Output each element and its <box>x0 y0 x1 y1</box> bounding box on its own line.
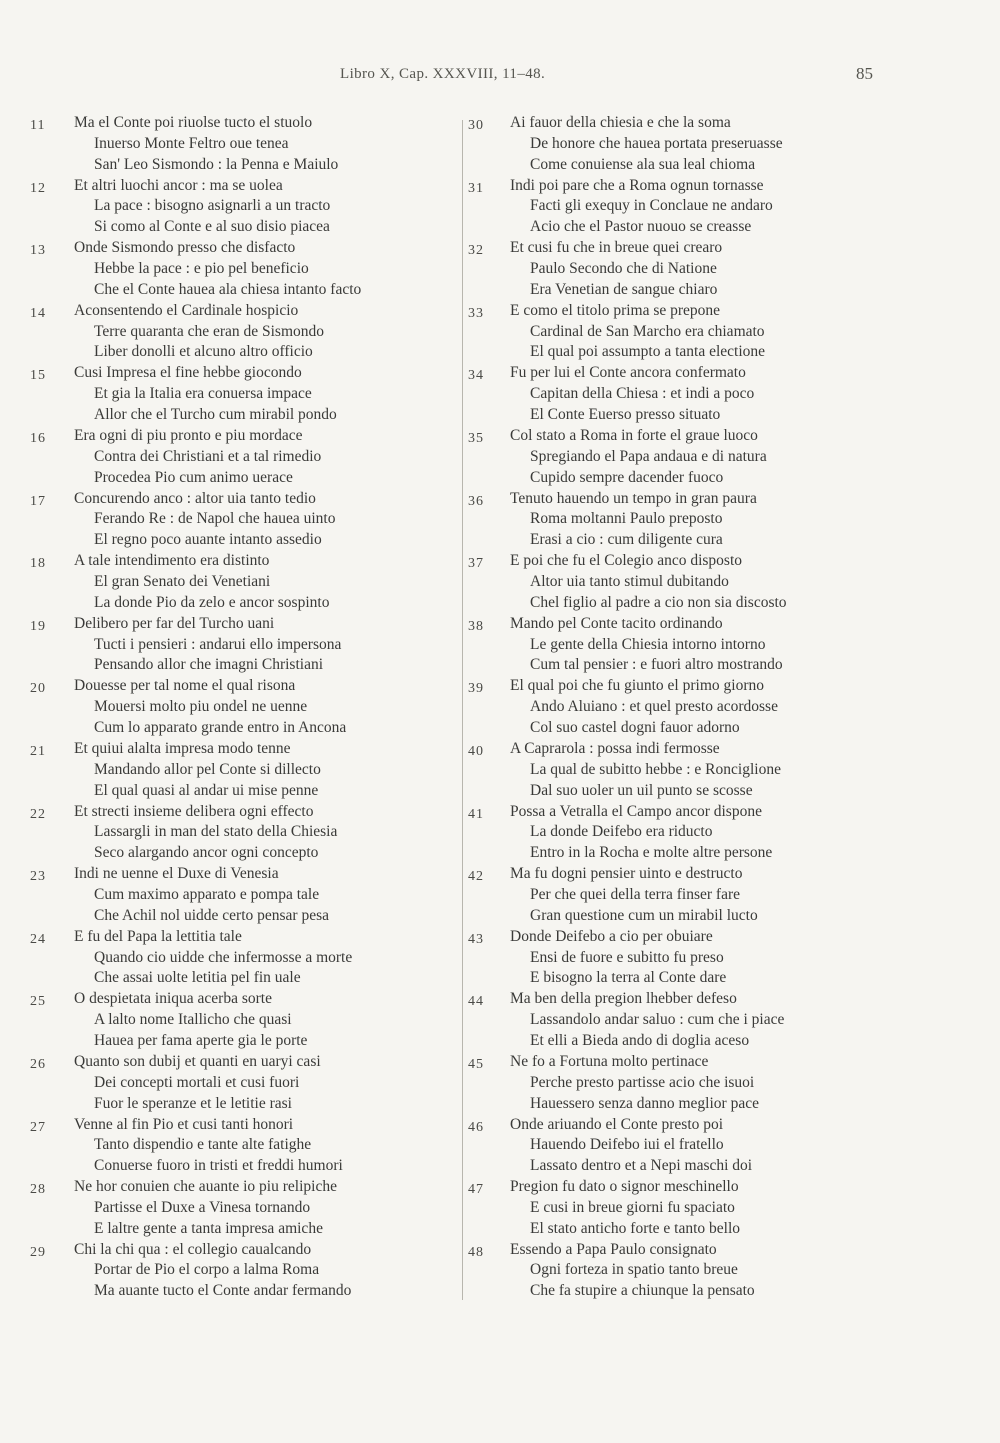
verse-line: De honore che hauea portata preseruasse <box>530 134 783 152</box>
verse-line: Et quiui alalta impresa modo tenne <box>74 739 291 757</box>
stanza-number: 18 <box>30 556 46 572</box>
stanza-lines <box>74 1177 337 1239</box>
stanza-number: 15 <box>30 368 46 384</box>
stanza <box>30 176 460 239</box>
verse-line: Concurendo anco : altor uia tanto tedio <box>74 489 316 507</box>
stanza-lines <box>510 739 781 801</box>
stanza-lines <box>74 489 335 551</box>
verse-line: Perche presto partisse acio che isuoi <box>530 1073 755 1091</box>
stanza-lines <box>74 551 329 613</box>
verse-line: Dal suo uoler un uil punto se scosse <box>530 781 753 799</box>
stanza-number: 33 <box>468 305 484 321</box>
stanza-number: 40 <box>468 743 484 759</box>
verse-line: La pace : bisogno asignarli a un tracto <box>94 197 331 215</box>
stanza <box>30 927 460 990</box>
verse-line: Partisse el Duxe a Vinesa tornando <box>94 1198 311 1216</box>
stanza-lines <box>74 927 352 989</box>
stanza <box>30 989 460 1052</box>
stanza <box>468 551 888 614</box>
verse-line: Per che quei della terra finser fare <box>530 885 740 903</box>
stanza-number: 13 <box>30 243 46 259</box>
stanza-lines <box>74 176 330 238</box>
stanza-number: 28 <box>30 1182 46 1198</box>
verse-line: Hauessero senza danno meglior pace <box>530 1094 759 1112</box>
verse-line: La donde Deifebo era riducto <box>530 823 713 841</box>
stanza <box>30 1115 460 1178</box>
verse-line: Che Achil nol uidde certo pensar pesa <box>94 906 330 924</box>
verse-line: Col suo castel dogni fauor adorno <box>530 718 740 736</box>
stanza <box>30 1177 460 1240</box>
verse-line: Roma moltanni Paulo preposto <box>530 510 723 528</box>
stanza-number: 48 <box>468 1244 484 1260</box>
verse-line: A tale intendimento era distinto <box>74 552 270 570</box>
verse-line: Erasi a cio : cum diligente cura <box>530 531 723 549</box>
stanza <box>30 614 460 677</box>
verse-line: Facti gli exequy in Conclaue ne andaro <box>530 197 773 215</box>
stanza-lines <box>74 363 337 425</box>
verse-line: E poi che fu el Colegio anco disposto <box>510 552 743 570</box>
stanza-number: 20 <box>30 681 46 697</box>
stanza-lines <box>74 989 307 1051</box>
stanza-number: 34 <box>468 368 484 384</box>
stanza-lines <box>74 614 341 676</box>
verse-line: El qual poi assumpto a tanta electione <box>530 343 766 361</box>
verse-line: Et elli a Bieda ando di doglia aceso <box>530 1031 750 1049</box>
stanza-lines <box>510 802 772 864</box>
verse-line: La qual de subitto hebbe : e Ronciglione <box>530 760 781 778</box>
verse-line: Aconsentendo el Cardinale hospicio <box>74 301 299 319</box>
stanza <box>30 1052 460 1115</box>
verse-line: Mouersi molto piu ondel ne uenne <box>94 698 308 716</box>
verse-line: Cardinal de San Marcho era chiamato <box>530 322 765 340</box>
stanza <box>468 927 888 990</box>
verse-line: Lassargli in man del stato della Chiesia <box>94 823 338 841</box>
stanza-number: 32 <box>468 243 484 259</box>
stanza-number: 39 <box>468 681 484 697</box>
verse-line: Ensi de fuore e subitto fu preso <box>530 948 724 966</box>
stanza-lines <box>510 614 783 676</box>
stanza-lines <box>74 676 346 738</box>
stanza <box>30 113 460 176</box>
verse-line: Quando cio uidde che infermosse a morte <box>94 948 353 966</box>
verse-line: Ma ben della pregion lhebber defeso <box>510 990 737 1008</box>
verse-line: Tanto dispendio e tante alte fatighe <box>94 1136 312 1154</box>
stanza <box>468 676 888 739</box>
stanza <box>468 1240 888 1303</box>
stanza-lines <box>74 739 321 801</box>
stanza-lines <box>510 989 784 1051</box>
stanza <box>468 301 888 364</box>
verse-line: Si como al Conte e al suo disio piacea <box>94 218 330 236</box>
verse-line: O despietata iniqua acerba sorte <box>74 990 272 1008</box>
verse-line: Spregiando el Papa andaua e di natura <box>530 447 767 465</box>
verse-line: Cum maximo apparato e pompa tale <box>94 885 320 903</box>
stanza <box>468 363 888 426</box>
verse-line: E laltre gente a tanta impresa amiche <box>94 1219 323 1237</box>
stanza-number: 21 <box>30 743 46 759</box>
verse-line: Come conuiense ala sua leal chioma <box>530 155 756 173</box>
verse-line: Quanto son dubij et quanti en uaryi casi <box>74 1052 321 1070</box>
right-column <box>468 113 888 1302</box>
verse-line: Ma fu dogni pensier uinto e destructo <box>510 865 743 883</box>
stanza-number: 37 <box>468 556 484 572</box>
stanza <box>468 176 888 239</box>
stanza-lines <box>74 113 338 175</box>
stanza-number: 44 <box>468 994 484 1010</box>
stanza-number: 43 <box>468 931 484 947</box>
stanza-lines <box>510 551 787 613</box>
stanza-number: 25 <box>30 994 46 1010</box>
verse-line: El qual quasi al andar ui mise penne <box>94 781 319 799</box>
page-number: 85 <box>856 64 873 83</box>
verse-line: Conuerse fuoro in tristi et freddi humori <box>94 1157 343 1175</box>
verse-line: Entro in la Rocha e molte altre persone <box>530 844 773 862</box>
verse-line: Lassato dentro et a Nepi maschi doi <box>530 1157 753 1175</box>
stanza-number: 12 <box>30 180 46 196</box>
verse-line: Fuor le speranze et le letitie rasi <box>94 1094 292 1112</box>
stanza-lines <box>74 1115 343 1177</box>
verse-line: E bisogno la terra al Conte dare <box>530 969 727 987</box>
stanza <box>468 1115 888 1178</box>
verse-line: Col stato a Roma in forte el graue luoco <box>510 426 758 444</box>
verse-line: Venne al fin Pio et cusi tanti honori <box>74 1115 294 1133</box>
verse-line: Acio che el Pastor nuouo se creasse <box>530 218 752 236</box>
verse-line: Cusi Impresa el fine hebbe giocondo <box>74 364 302 382</box>
stanza <box>30 739 460 802</box>
verse-line: El gran Senato dei Venetiani <box>94 572 271 590</box>
verse-line: Indi ne uenne el Duxe di Venesia <box>74 865 279 883</box>
stanza-lines <box>510 1240 755 1302</box>
stanza <box>468 1052 888 1115</box>
stanza-lines <box>510 489 757 551</box>
stanza-number: 22 <box>30 806 46 822</box>
stanza-number: 26 <box>30 1056 46 1072</box>
stanza <box>468 989 888 1052</box>
verse-line: Delibero per far del Turcho uani <box>74 614 275 632</box>
verse-line: Seco alargando ancor ogni concepto <box>94 844 319 862</box>
verse-line: Contra dei Christiani et a tal rimedio <box>94 447 322 465</box>
verse-line: Inuerso Monte Feltro oue tenea <box>94 134 289 152</box>
verse-line: Allor che el Turcho cum mirabil pondo <box>94 405 337 423</box>
verse-line: El Conte Euerso presso situato <box>530 405 721 423</box>
page-header <box>0 66 1000 90</box>
verse-line: Tucti i pensieri : andarui ello impersona <box>94 635 342 653</box>
verse-line: Ne hor conuien che auante io piu relipiche <box>74 1178 337 1196</box>
verse-line: El stato anticho forte e tanto bello <box>530 1219 741 1237</box>
stanza <box>30 426 460 489</box>
verse-line: Che fa stupire a chiunque la pensato <box>530 1282 755 1300</box>
verse-line: Lassandolo andar saluo : cum che i piace <box>530 1011 785 1029</box>
verse-line: Dei concepti mortali et cusi fuori <box>94 1073 300 1091</box>
stanza-number: 45 <box>468 1056 484 1072</box>
stanza-number: 19 <box>30 618 46 634</box>
stanza-lines <box>510 113 783 175</box>
stanza-lines <box>74 1240 351 1302</box>
verse-line: Ne fo a Fortuna molto pertinace <box>510 1052 709 1070</box>
stanza <box>468 489 888 552</box>
verse-line: Hauea per fama aperte gia le porte <box>94 1031 308 1049</box>
stanza-lines <box>74 1052 321 1114</box>
stanza-number: 27 <box>30 1119 46 1135</box>
stanza-lines <box>510 676 778 738</box>
verse-line: Et cusi fu che in breue quei crearo <box>510 239 723 257</box>
verse-line: A Caprarola : possa indi fermosse <box>510 739 720 757</box>
stanza <box>468 113 888 176</box>
verse-line: Capitan della Chiesa : et indi a poco <box>530 385 755 403</box>
stanza-number: 29 <box>30 1244 46 1260</box>
stanza-number: 31 <box>468 180 484 196</box>
stanza <box>468 238 888 301</box>
verse-line: Portar de Pio el corpo a lalma Roma <box>94 1261 320 1279</box>
stanza <box>468 864 888 927</box>
verse-line: Cupido sempre dacender fuoco <box>530 468 724 486</box>
stanza-lines <box>510 1052 759 1114</box>
verse-line: E como el titolo prima se prepone <box>510 301 721 319</box>
column-divider <box>462 120 463 1300</box>
stanza-number: 23 <box>30 869 46 885</box>
verse-line: Indi poi pare che a Roma ognun tornasse <box>510 176 764 194</box>
stanza <box>468 426 888 489</box>
stanza-number: 36 <box>468 493 484 509</box>
verse-line: Fu per lui el Conte ancora confermato <box>510 364 746 382</box>
stanza-lines <box>74 426 321 488</box>
verse-line: Mando pel Conte tacito ordinando <box>510 614 723 632</box>
running-title: Libro X, Cap. XXXVIII, 11–48. <box>340 66 546 82</box>
stanza <box>30 363 460 426</box>
stanza <box>30 676 460 739</box>
stanza <box>30 1240 460 1303</box>
stanza-number: 24 <box>30 931 46 947</box>
stanza-lines <box>510 927 726 989</box>
stanza-number: 38 <box>468 618 484 634</box>
stanza <box>468 739 888 802</box>
verse-line: Ma auante tucto el Conte andar fermando <box>94 1282 352 1300</box>
verse-line: La donde Pio da zelo e ancor sospinto <box>94 593 330 611</box>
stanza-lines <box>510 1177 740 1239</box>
verse-line: Ai fauor della chiesia e che la soma <box>510 114 731 131</box>
verse-line: A lalto nome Itallicho che quasi <box>94 1011 292 1029</box>
verse-line: Onde Sismondo presso che disfacto <box>74 239 296 257</box>
stanza <box>468 614 888 677</box>
verse-line: Possa a Vetralla el Campo ancor dispone <box>510 802 762 820</box>
stanza-lines <box>74 238 361 300</box>
stanza <box>30 802 460 865</box>
verse-line: Era ogni di piu pronto e piu mordace <box>74 426 303 444</box>
verse-line: Et altri luochi ancor : ma se uolea <box>74 176 283 194</box>
verse-line: El regno poco auante intanto assedio <box>94 531 322 549</box>
stanza-lines <box>510 426 767 488</box>
verse-line: Essendo a Papa Paulo consignato <box>510 1240 717 1258</box>
stanza <box>30 551 460 614</box>
stanza-number: 41 <box>468 806 484 822</box>
verse-line: Onde ariuando el Conte presto poi <box>510 1115 724 1133</box>
verse-line: Cum lo apparato grande entro in Ancona <box>94 718 347 736</box>
stanza <box>468 802 888 865</box>
verse-line: Gran questione cum un mirabil lucto <box>530 906 758 924</box>
verse-line: Che assai uolte letitia pel fin uale <box>94 969 301 987</box>
verse-line: Terre quaranta che eran de Sismondo <box>94 322 325 340</box>
stanza-lines <box>510 301 765 363</box>
stanza-lines <box>74 301 324 363</box>
verse-line: Ogni forteza in spatio tanto breue <box>530 1261 738 1279</box>
verse-line: E cusi in breue giorni fu spaciato <box>530 1198 735 1216</box>
stanza-number: 35 <box>468 430 484 446</box>
verse-line: Ferando Re : de Napol che hauea uinto <box>94 510 336 528</box>
stanza <box>30 238 460 301</box>
verse-line: Le gente della Chiesia intorno intorno <box>530 635 766 653</box>
verse-line: Ando Aluiano : et quel presto acordosse <box>530 698 778 716</box>
verse-line: Tenuto hauendo un tempo in gran paura <box>510 489 757 507</box>
stanza <box>468 1177 888 1240</box>
verse-line: Era Venetian de sangue chiaro <box>530 280 718 298</box>
verse-line: Hauendo Deifebo iui el fratello <box>530 1136 724 1154</box>
verse-line: Donde Deifebo a cio per obuiare <box>510 927 713 945</box>
stanza-lines <box>74 802 337 864</box>
stanza-lines <box>510 864 758 926</box>
verse-line: Et strecti insieme delibera ogni effecto <box>74 802 314 820</box>
stanza-lines <box>510 176 773 238</box>
verse-line: Pensando allor che imagni Christiani <box>94 656 324 674</box>
verse-line: Chel figlio al padre a cio non sia discosto <box>530 593 787 611</box>
verse-line: Chi la chi qua : el collegio caualcando <box>74 1240 312 1258</box>
stanza-number: 42 <box>468 869 484 885</box>
verse-line: Ma el Conte poi riuolse tucto el stuolo <box>74 114 313 131</box>
verse-line: Pregion fu dato o signor meschinello <box>510 1178 739 1196</box>
verse-line: Procedea Pio cum animo uerace <box>94 468 293 486</box>
stanza-lines <box>510 1115 752 1177</box>
stanza-number: 47 <box>468 1182 484 1198</box>
verse-line: Cum tal pensier : e fuori altro mostrando <box>530 656 783 674</box>
stanza <box>30 301 460 364</box>
verse-line: Paulo Secondo che di Natione <box>530 259 717 277</box>
stanza-number: 17 <box>30 493 46 509</box>
verse-line: Hebbe la pace : e pio pel beneficio <box>94 259 309 277</box>
verse-line: Altor uia tanto stimul dubitando <box>530 572 729 590</box>
stanza-number: 46 <box>468 1119 484 1135</box>
stanza-number: 11 <box>30 118 46 133</box>
stanza <box>30 489 460 552</box>
stanza-lines <box>510 363 754 425</box>
left-column <box>30 113 460 1302</box>
stanza-lines <box>74 864 329 926</box>
verse-line: Douesse per tal nome el qual risona <box>74 677 296 695</box>
verse-line: Mandando allor pel Conte si dillecto <box>94 760 321 778</box>
stanza <box>30 864 460 927</box>
stanza-number: 30 <box>468 118 484 133</box>
stanza-number: 16 <box>30 430 46 446</box>
stanza-lines <box>510 238 722 300</box>
verse-line: El qual poi che fu giunto el primo giorno <box>510 677 764 695</box>
verse-line: Che el Conte hauea ala chiesa intanto facto <box>94 280 362 298</box>
stanza-number: 14 <box>30 305 46 321</box>
verse-line: Liber donolli et alcuno altro officio <box>94 343 313 361</box>
verse-line: Et gia la Italia era conuersa impace <box>94 385 312 403</box>
verse-line: San' Leo Sismondo : la Penna e Maiulo <box>94 155 339 173</box>
verse-line: E fu del Papa la lettitia tale <box>74 927 242 945</box>
